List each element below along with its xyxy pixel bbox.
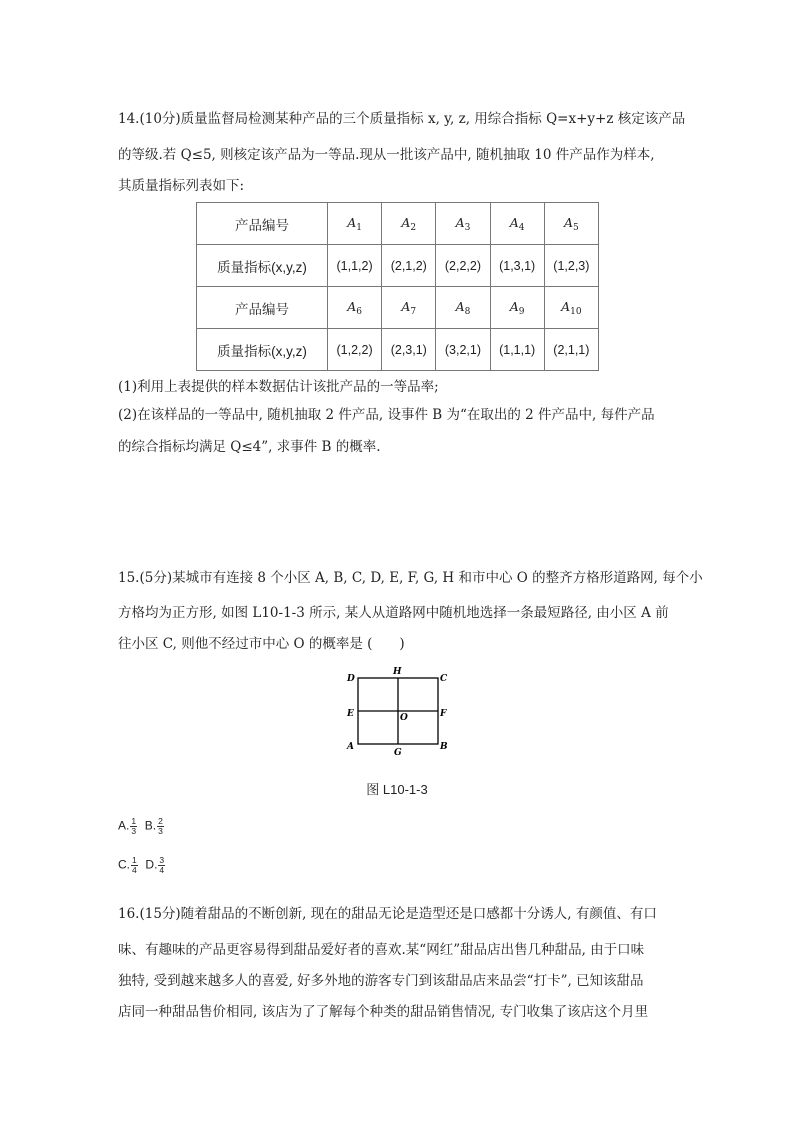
table-cell: (1,3,1) — [490, 245, 544, 287]
option-d-label: D. — [145, 857, 158, 872]
label-G: G — [394, 748, 402, 758]
label-O: O — [400, 713, 408, 723]
q16-line-2: 味、有趣味的产品更容易得到甜品爱好者的喜欢.某“网红”甜品店出售几种甜品, 由于口味 — [118, 942, 645, 958]
label-E: E — [347, 709, 354, 719]
option-d-fraction: $\frac{3}{4}$ — [159, 855, 165, 875]
q14-line-1: 14.(10分)质量监督局检测某种产品的三个质量指标 x, y, z, 用综合指标 Q=x+y+z 核定该产品 — [118, 111, 686, 127]
table-cell: (1,2,3) — [544, 245, 598, 287]
label-F: F — [440, 709, 447, 719]
option-b-fraction: $\frac{2}{3}$ — [158, 816, 163, 836]
quality-index-table — [196, 202, 599, 371]
table-row — [197, 203, 599, 245]
q14-line-3: 其质量指标列表如下: — [118, 178, 245, 194]
table-row — [197, 287, 599, 329]
product-id-header: 产品编号 — [197, 287, 328, 329]
q16-line-1: 16.(15分)随着甜品的不断创新, 现在的甜品无论是造型还是口感都十分诱人, 有颜值、有口 — [118, 906, 657, 922]
table-cell: (2,3,1) — [382, 329, 436, 371]
table-cell: $A_3$ — [436, 203, 490, 245]
table-cell: (1,1,2) — [328, 245, 382, 287]
option-a-label: A. — [118, 818, 130, 833]
table-cell: $A_8$ — [436, 287, 490, 329]
q15-line-2: 方格均为正方形, 如图 L10-1-3 所示, 某人从道路网中随机地选择一条最短路径, 由小区 A 前 — [118, 605, 669, 621]
options-row-2 — [118, 856, 166, 875]
q14-part-1: (1)利用上表提供的样本数据估计该批产品的一等品率; — [118, 379, 439, 395]
table-cell: (1,1,1) — [490, 329, 544, 371]
table-cell: (2,1,2) — [382, 245, 436, 287]
label-C: C — [440, 674, 448, 684]
table-cell: $A_{10}$ — [544, 287, 598, 329]
label-H: H — [393, 667, 402, 677]
table-cell: $A_1$ — [328, 203, 382, 245]
option-a-fraction: $\frac{1}{3}$ — [131, 816, 137, 836]
table-cell: (2,1,1) — [544, 329, 598, 371]
q14-line-2: 的等级.若 Q≤5, 则核定该产品为一等品.现从一批该产品中, 随机抽取 10 件产品作为样本, — [118, 147, 655, 163]
figure-caption: 图 L10-1-3 — [366, 782, 428, 797]
table-cell: $A_6$ — [328, 287, 382, 329]
road-grid-figure — [340, 664, 460, 764]
label-B: B — [440, 742, 448, 752]
table-row — [197, 329, 599, 371]
option-c-label: C. — [118, 857, 130, 872]
label-D: D — [347, 674, 355, 684]
quality-index-header: 质量指标(x,y,z) — [197, 329, 328, 371]
table-cell: $A_7$ — [382, 287, 436, 329]
options-row-1 — [118, 817, 165, 836]
table-cell: $A_9$ — [490, 287, 544, 329]
q16-line-4: 店同一种甜品售价相同, 该店为了了解每个种类的甜品销售情况, 专门收集了该店这个月里 — [118, 1004, 649, 1020]
quality-index-header: 质量指标(x,y,z) — [197, 245, 328, 287]
q15-line-3: 往小区 C, 则他不经过市中心 O 的概率是 ( ) — [118, 636, 405, 652]
table-row — [197, 245, 599, 287]
product-id-header: 产品编号 — [197, 203, 328, 245]
label-A: A — [347, 742, 354, 752]
table-cell: (3,2,1) — [436, 329, 490, 371]
option-c-fraction: $\frac{1}{4}$ — [132, 855, 137, 875]
option-b-label: B. — [144, 818, 157, 833]
q15-line-1: 15.(5分)某城市有连接 8 个小区 A, B, C, D, E, F, G, H 和市中心 O 的整齐方格形道路网, 每个小 — [118, 570, 703, 586]
table-cell: (2,2,2) — [436, 245, 490, 287]
table-cell: $A_5$ — [544, 203, 598, 245]
table-cell: $A_2$ — [382, 203, 436, 245]
table-cell: $A_4$ — [490, 203, 544, 245]
q16-line-3: 独特, 受到越来越多人的喜爱, 好多外地的游客专门到该甜品店来品尝“打卡”, 已知该甜品 — [118, 973, 644, 989]
table-cell: (1,2,2) — [328, 329, 382, 371]
q14-part-2-line-2: 的综合指标均满足 Q≤4”, 求事件 B 的概率. — [118, 439, 381, 455]
q14-part-2-line-1: (2)在该样品的一等品中, 随机抽取 2 件产品, 设事件 B 为“在取出的 2 件产品中, 每件产品 — [118, 407, 655, 423]
